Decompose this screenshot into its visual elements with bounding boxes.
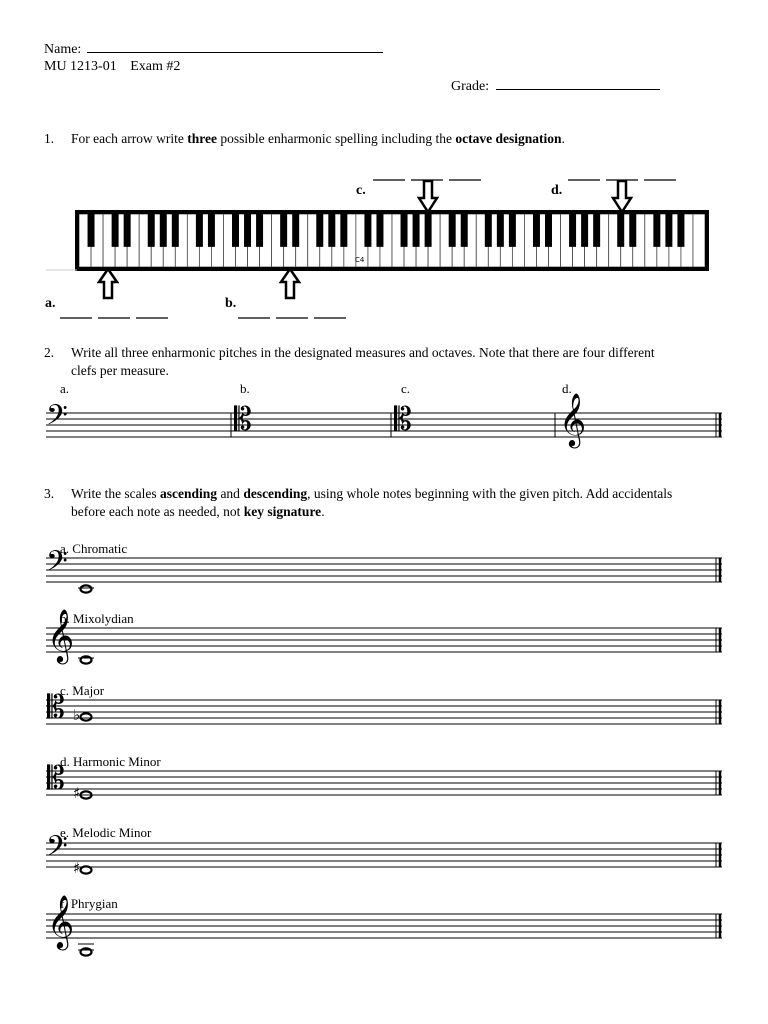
grade-label: Grade: bbox=[451, 79, 490, 94]
q3-l1-4: , using whole notes beginning with the given pitch. Add accidentals bbox=[307, 486, 673, 501]
q1-number: 1. bbox=[44, 131, 55, 146]
q2-measure-a: a. bbox=[60, 381, 70, 396]
sharp-icon: ♯ bbox=[73, 784, 81, 802]
q1-text-2: possible enharmonic spelling including the bbox=[216, 131, 456, 146]
treble-clef-icon: 𝄞 bbox=[47, 894, 75, 948]
q3-l1-3: descending bbox=[243, 486, 308, 501]
bass-clef-icon: 𝄢 bbox=[46, 830, 68, 870]
q3-l1-2: and bbox=[217, 486, 244, 501]
c4-marker: C4 bbox=[355, 256, 365, 264]
course-code: MU 1213-01 bbox=[44, 59, 117, 74]
alto-clef-icon: 𝄡 bbox=[394, 400, 412, 438]
arrow-c-label: c. bbox=[356, 183, 366, 198]
arrow-b-label: b. bbox=[225, 296, 237, 311]
sharp-icon: ♯ bbox=[73, 859, 81, 877]
whole-note bbox=[81, 948, 92, 955]
treble-clef-icon: 𝄞 bbox=[559, 392, 587, 446]
alto-clef-icon: 𝄡 bbox=[234, 400, 252, 438]
arrow-d-label: d. bbox=[551, 183, 563, 198]
alto-clef-icon: 𝄡 bbox=[47, 759, 65, 797]
q1-text-3: octave designation bbox=[455, 131, 562, 146]
alto-clef-icon: 𝄡 bbox=[47, 688, 65, 726]
q1-text-1: three bbox=[187, 131, 217, 146]
arrow-a-label: a. bbox=[45, 296, 56, 311]
q2-measure-d: d. bbox=[562, 381, 572, 396]
q3-l1-0: Write the scales bbox=[71, 486, 161, 501]
q3-number: 3. bbox=[44, 486, 55, 501]
scale-label: a. Chromatic bbox=[60, 541, 128, 556]
name-label: Name: bbox=[44, 42, 82, 57]
q1-text-4: . bbox=[561, 131, 565, 146]
q2-prompt-line1: Write all three enharmonic pitches in the designated measures and octaves. Note that there are four different bbox=[71, 345, 655, 360]
q3-l1-1: ascending bbox=[160, 486, 218, 501]
scale-label: b. Mixolydian bbox=[60, 611, 134, 626]
q3-l2-1: key signature bbox=[243, 504, 322, 519]
bass-clef-icon: 𝄢 bbox=[46, 399, 68, 439]
q3-l2-2: . bbox=[321, 504, 325, 519]
scale-label: d. Harmonic Minor bbox=[60, 754, 161, 769]
treble-clef-icon: 𝄞 bbox=[47, 608, 75, 662]
scale-label: c. Major bbox=[60, 683, 105, 698]
q2-measure-b: b. bbox=[240, 381, 250, 396]
scale-label: f. Phrygian bbox=[60, 896, 118, 911]
scale-label: e. Melodic Minor bbox=[60, 825, 152, 840]
q2-measure-c: c. bbox=[401, 381, 411, 396]
bass-clef-icon: 𝄢 bbox=[46, 545, 68, 585]
q2-prompt-line2: clefs per measure. bbox=[71, 363, 169, 378]
q3-l2-0: before each note as needed, not bbox=[71, 504, 244, 519]
flat-icon: ♭ bbox=[73, 706, 81, 724]
q1-text-0: For each arrow write bbox=[71, 131, 188, 146]
exam-title: Exam #2 bbox=[130, 59, 181, 74]
q2-number: 2. bbox=[44, 345, 55, 360]
